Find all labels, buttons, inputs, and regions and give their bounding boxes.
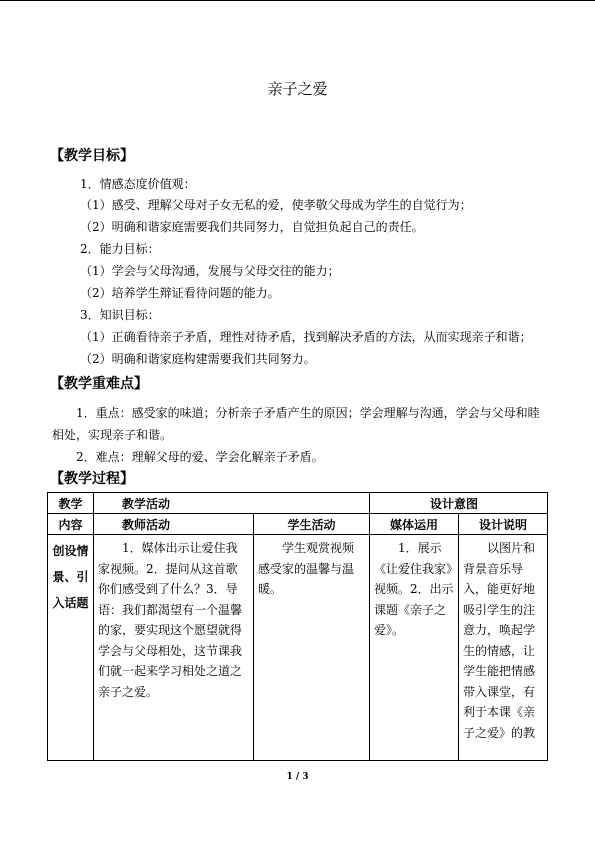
objective-line: （1）正确看待亲子矛盾，理性对待矛盾，找到解决矛盾的方法，从而实现亲子和谐；	[80, 330, 532, 344]
table-header-row	[48, 493, 548, 514]
section-objectives-heading: 【教学目标】	[50, 148, 134, 164]
header-cell-media: 媒体运用	[370, 514, 459, 535]
student-activity-cell: 学生观赏视频感受家的温馨与温暖。	[254, 535, 370, 761]
key-point-line: 2．难点：理解父母的爱、学会化解亲子矛盾。	[76, 450, 324, 464]
table-row	[48, 535, 548, 761]
media-cell: 1．展示《让爱住我家》视频。2．出示课题《亲子之爱》。	[370, 535, 459, 761]
header-cell-content: 教学	[48, 493, 94, 514]
page-number: 1 / 3	[286, 772, 309, 782]
objective-line: （2）培养学生辩证看待问题的能力。	[80, 286, 280, 300]
table-header-row	[48, 514, 548, 535]
teacher-activity-cell: 1．媒体出示让爱住我家视频。2．提问从这首歌你们感受到了什么？3．导语：我们都渴望有一个温馨的家，要实现这个愿望就得学会与父母相处，这节课我们就一起来学习相处之道之亲子之爱。	[94, 535, 254, 761]
objective-line: （1）感受、理解父母对子女无私的爱，使孝敬父母成为学生的自觉行为；	[80, 198, 472, 212]
header-cell-explanation: 设计说明	[459, 514, 548, 535]
objective-line: 1．情感态度价值观：	[80, 177, 196, 191]
section-process-heading: 【教学过程】	[50, 471, 134, 487]
key-point-line: 1．重点：感受家的味道；分析亲子矛盾产生的原因；学会理解与沟通，学会与父母和睦	[76, 406, 540, 420]
header-cell-activities: 教学活动	[94, 493, 370, 514]
teaching-process-table	[47, 492, 548, 761]
header-cell-student: 学生活动	[254, 514, 370, 535]
top-border-line	[0, 0, 595, 1]
explanation-cell: 以图片和背景音乐导入，能更好地吸引学生的注意力，唤起学生的情感，让学生能把情感带入课堂，有利于本课《亲子之爱》的教	[459, 535, 548, 761]
header-cell-content: 内容	[48, 514, 94, 535]
objective-line: （2）明确和谐家庭需要我们共同努力，自觉担负起自己的责任。	[80, 220, 424, 234]
header-cell-teacher: 教师活动	[94, 514, 254, 535]
stage-cell: 创设情景、引入话题	[48, 535, 94, 761]
section-key-points-heading: 【教学重难点】	[50, 376, 148, 392]
objective-line: 3．知识目标：	[80, 308, 160, 322]
objective-line: （2）明确和谐家庭构建需要我们共同努力。	[80, 352, 316, 366]
objective-line: （1）学会与父母沟通，发展与父母交往的能力；	[80, 264, 340, 278]
key-point-line: 相处，实现亲子和谐。	[52, 428, 173, 442]
page-title: 亲子之爱	[267, 80, 328, 98]
objective-line: 2．能力目标：	[80, 242, 160, 256]
header-cell-intent: 设计意图	[370, 493, 548, 514]
